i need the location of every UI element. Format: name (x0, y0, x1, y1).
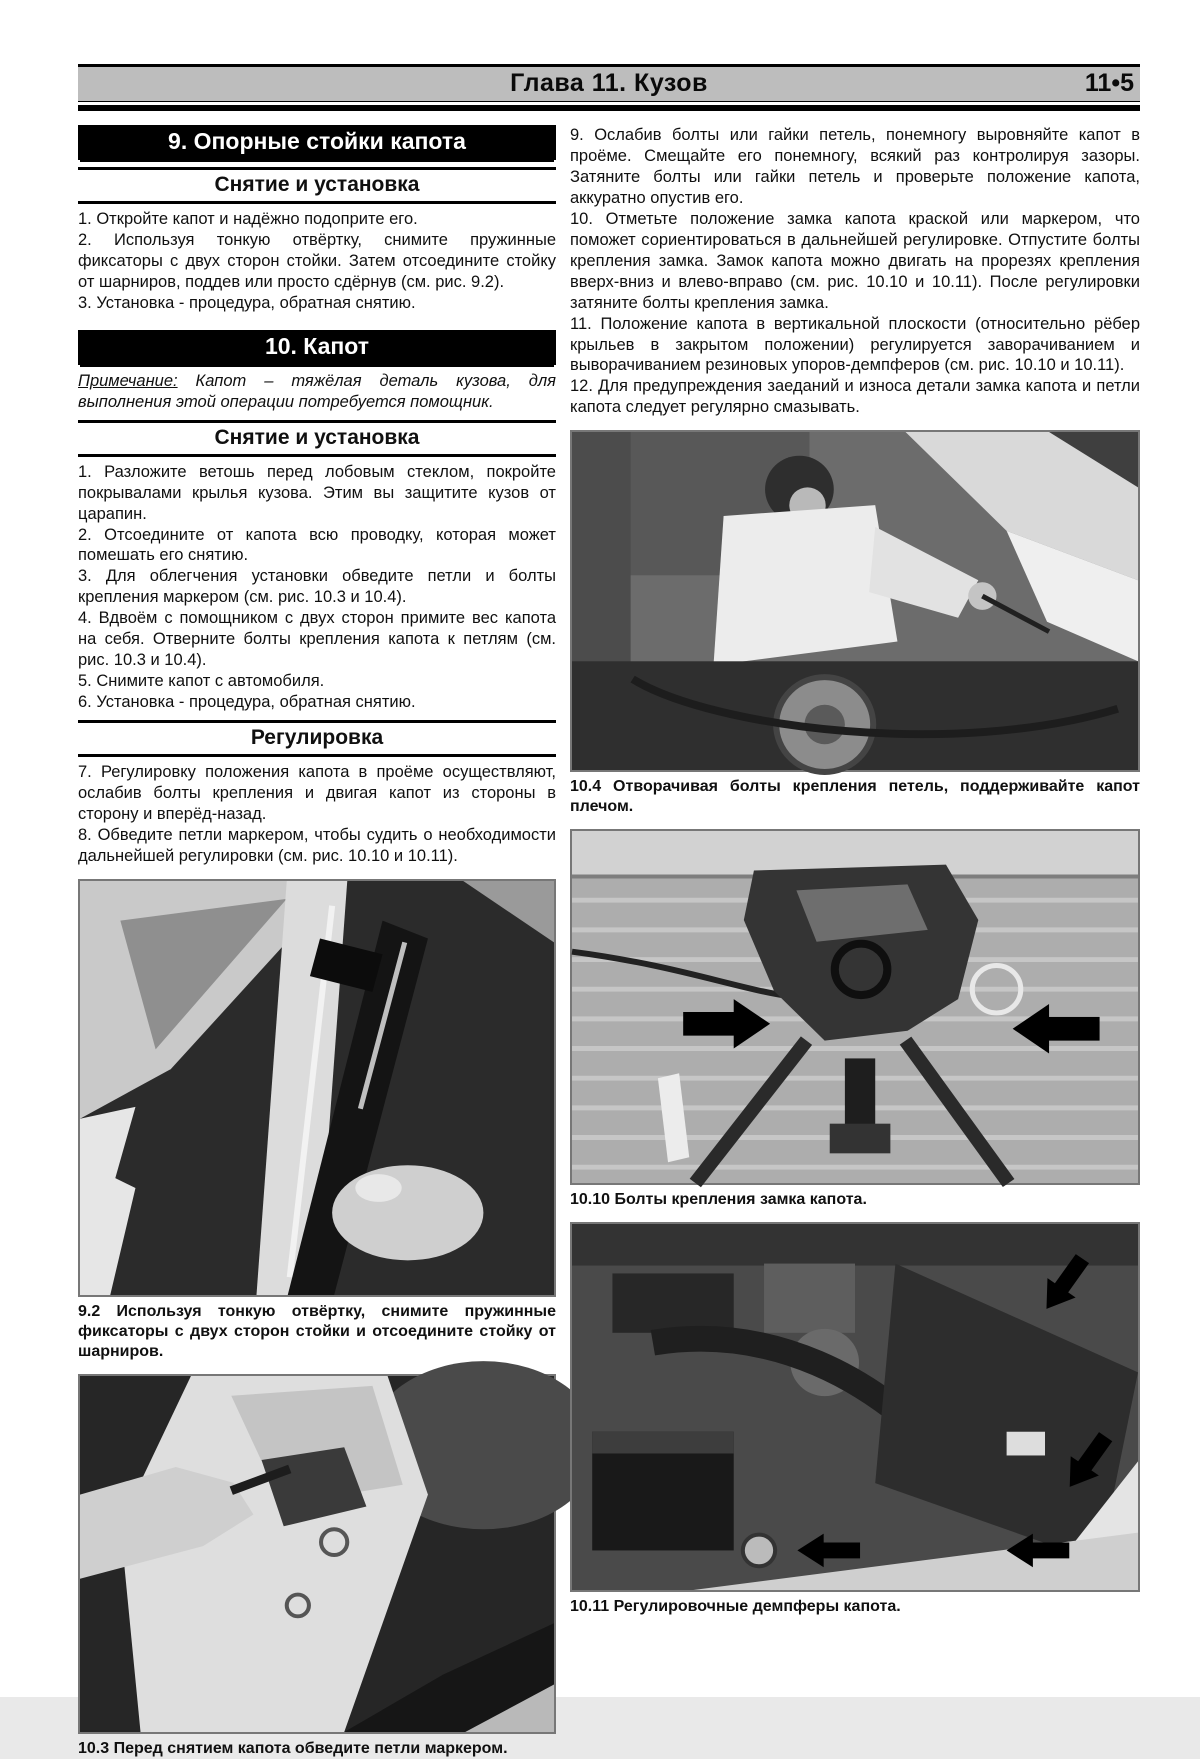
note-text: Капот – тяжёлая деталь кузова, для выполнения этой операции потребуется помощник. (78, 371, 556, 411)
chapter-header (78, 64, 1140, 102)
step-paragraph: 11. Положение капота в вертикальной плоскости (относительно рёбер крыльев в закрытом положении) регулируется заворачиванием и выворачиванием резиновых упоров-демпферов (см. рис. 10.10 и 10.11). (570, 314, 1140, 375)
hood-stay-photo-illustration (80, 881, 554, 1295)
figure-10-4 (570, 430, 1140, 817)
step-paragraph: 1. Откройте капот и надёжно подоприте его. (78, 210, 418, 228)
step-paragraph: 2. Отсоедините от капота всю проводку, которая может помешать его снятию. (78, 525, 556, 565)
step-paragraph: 12. Для предупреждения заеданий и износа детали замка капота и петли капота следует регулярно смазывать. (570, 377, 1140, 417)
figure-10-3-photo (78, 1374, 556, 1734)
section-10-removal-steps (78, 462, 556, 713)
step-paragraph: 10. Отметьте положение замка капота краской или маркером, что поможет сориентироваться в дальнейшей регулировке. Отпустите болты крепления замка. Замок капота можно двигать на прорезях крепления вверх-вниз и влево-вправо (см. рис. 10.10 и 10.11). После регулировки затяните болты крепления замка. (570, 209, 1140, 312)
step-paragraph: 5. Снимите капот с автомобиля. (78, 672, 325, 691)
step-paragraph: 2. Используя тонкую отвёртку, снимите пружинные фиксаторы с двух сторон стойки. Затем отсоедините стойку от шарниров, поддев или просто сдёрнув (см. рис. 9.2). (78, 230, 556, 291)
section-10-adjustment-steps (78, 762, 556, 867)
figure-10-10 (570, 829, 1140, 1210)
figure-10-11-caption: 10.11 Регулировочные демпферы капота. (570, 1598, 901, 1616)
figure-10-4-photo (570, 430, 1140, 772)
figure-10-3 (78, 1374, 556, 1759)
figure-10-10-caption: 10.10 Болты крепления замка капота. (570, 1191, 867, 1209)
hood-latch-bolts-photo-illustration (572, 831, 1138, 1183)
section-9-steps (78, 209, 556, 314)
section-10-title: 10. Капот (78, 330, 556, 365)
figure-10-4-caption: 10.4 Отворачивая болты крепления петель, поддерживайте капот плечом. (570, 778, 1140, 816)
figure-10-10-photo (570, 829, 1140, 1185)
section-9-subhead: Снятие и установка (78, 167, 556, 204)
figure-10-11-photo (570, 1222, 1140, 1592)
page-number: 11•5 (1084, 69, 1134, 97)
figure-9-2 (78, 879, 556, 1362)
section-9-title: 9. Опорные стойки капота (78, 125, 556, 160)
step-paragraph: 7. Регулировку положения капота в проёме осуществляют, ослабив болты крепления и двигая капот из стороны в сторону и вперёд-назад. (78, 763, 556, 824)
figure-10-11 (570, 1222, 1140, 1617)
step-paragraph: 9. Ослабив болты или гайки петель, понемногу выровняйте капот в проёме. Смещайте его понемногу, всякий раз контролируя зазоры. Затяните болты или гайки петель и проверьте положение капота, аккуратно опустив его. (570, 126, 1140, 207)
section-10-subhead-adjustment: Регулировка (78, 720, 556, 757)
figure-9-2-photo (78, 879, 556, 1297)
section-10-adjustment-steps-continued (570, 125, 1140, 418)
step-paragraph: 3. Для облегчения установки обведите петли и болты крепления маркером (см. рис. 10.3 и 10.4). (78, 567, 556, 607)
left-column (78, 125, 556, 1759)
step-paragraph: 8. Обведите петли маркером, чтобы судить о необходимости дальнейшей регулировки (см. рис. 10.10 и 10.11). (78, 825, 556, 865)
step-paragraph: 3. Установка - процедура, обратная снятию. (78, 293, 416, 312)
step-paragraph: 6. Установка - процедура, обратная снятию. (78, 693, 416, 712)
header-rule (78, 105, 1140, 111)
figure-10-3-caption: 10.3 Перед снятием капота обведите петли маркером. (78, 1739, 508, 1757)
right-column (570, 125, 1140, 1759)
section-10-subhead-removal: Снятие и установка (78, 420, 556, 457)
mechanic-supporting-hood-photo-illustration (572, 432, 1138, 770)
hood-hinge-marking-photo-illustration (80, 1376, 554, 1732)
note-label: Примечание: (78, 371, 178, 390)
figure-9-2-caption: 9.2 Используя тонкую отвёртку, снимите пружинные фиксаторы с двух сторон стойки и отсоедините стойку от шарниров. (78, 1302, 556, 1360)
hood-damper-adjusters-photo-illustration (572, 1224, 1138, 1590)
chapter-title: Глава 11. Кузов (510, 69, 708, 97)
note-paragraph (78, 371, 556, 413)
step-paragraph: 4. Вдвоём с помощником с двух сторон примите вес капота на себя. Отверните болты крепления капота к петлям (см. рис. 10.3 и 10.4). (78, 609, 556, 670)
step-paragraph: 1. Разложите ветошь перед лобовым стеклом, покройте покрывалами крылья кузова. Этим вы защитите кузов от царапин. (78, 462, 556, 523)
